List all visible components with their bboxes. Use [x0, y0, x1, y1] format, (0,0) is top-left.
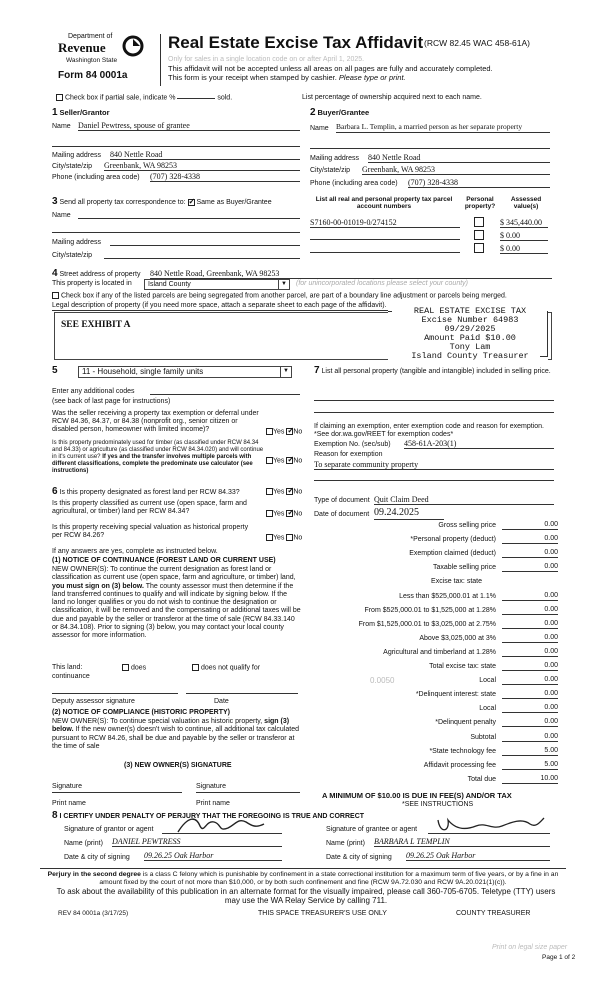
- exemption-number-field[interactable]: 458-61A-203(1): [404, 439, 554, 449]
- notice-compliance-text-a: NEW OWNER(S): To continue special valuation as historic property,: [52, 718, 263, 725]
- assessed-value-field[interactable]: $ 0.00: [500, 244, 548, 254]
- does-option: [122, 664, 146, 672]
- partial-sold-label: sold.: [217, 94, 233, 102]
- calc-row-label: Exemption claimed (deduct): [409, 550, 496, 558]
- timber-question-text: Is this property predominately used for timber (as classified under RCW 84.34 and 84.33) or agriculture (as classified under RCW 84.34.020) and will continue in it's current use?: [52, 440, 264, 460]
- seller-name-field[interactable]: Daniel Pewtress, spouse of grantee: [78, 121, 300, 131]
- notice-continuance-bold: you must sign on (3) below.: [52, 582, 144, 590]
- yes-label: Yes: [273, 428, 285, 436]
- notice-continuance-text-b: The county assessor must then determine if the land transferred continues to qualify and will indicate by signing below. If the land no longer qualifies or you do not wish to continue the designation or classification, it will be removed and the compensating or additional taxes will be due and payable by the seller or transferor at the time of sale (RCW 84.33.140 or 84.34.108). Prior to signing (3) below, you may contact your local county assessor for more information.: [52, 582, 301, 639]
- street-address-field[interactable]: 840 Nettle Road, Greenbank, WA 98253: [150, 269, 552, 279]
- calc-row-label: *State technology fee: [429, 747, 496, 755]
- grantor-signature-label: Signature of grantor or agent: [64, 826, 154, 833]
- calc-row-label: *Personal property (deduct): [410, 536, 496, 544]
- page-title: Real Estate Excise Tax Affidavit: [168, 33, 424, 52]
- perjury-text: is a class C felony which is punishable by confinement in a state correctional institution for a maximum term of five years, or by a fine in an amount fixed by the court of not more than $10,000, or by both such confinement and fine (RCW 9A.72.030 and RCW 9A.20.021(1)(c)).: [99, 871, 559, 886]
- current-use-yes-checkbox[interactable]: [266, 510, 273, 517]
- reason-field-2[interactable]: [314, 480, 554, 481]
- seller-mailing-field[interactable]: 840 Nettle Road: [110, 150, 300, 160]
- no-label: No: [293, 428, 303, 436]
- notice-compliance-bold: sign (3) below.: [52, 718, 290, 734]
- calc-row: [314, 748, 562, 760]
- exemption-no-checkbox[interactable]: [286, 428, 293, 435]
- grantor-signature-mark: [176, 814, 266, 836]
- same-as-buyer-checkbox[interactable]: [188, 199, 195, 206]
- current-use-no-checkbox[interactable]: [286, 510, 293, 517]
- timber-no-checkbox[interactable]: [286, 457, 293, 464]
- same-as-buyer-label: Same as Buyer/Grantee: [196, 199, 272, 206]
- document-date-label: Date of document: [314, 511, 370, 518]
- owner-signature-label-1: Signature: [52, 783, 82, 790]
- chevron-down-icon[interactable]: ▼: [278, 280, 289, 289]
- legal-description-text: SEE EXHIBIT A: [61, 320, 131, 330]
- notice-continuance-text: [52, 566, 302, 640]
- deputy-signature-field[interactable]: [52, 693, 178, 694]
- parcel-row: [310, 246, 550, 256]
- grantee-name-row: [326, 837, 550, 848]
- buyer-city-field[interactable]: Greenbank, WA 98253: [362, 165, 550, 175]
- calc-row-value[interactable]: 0.00: [502, 634, 558, 643]
- partial-percent-field[interactable]: [177, 98, 215, 99]
- exemption-yes-no: [266, 428, 302, 436]
- assessed-value-field[interactable]: $ 0.00: [500, 231, 548, 241]
- calc-row-label: Taxable selling price: [432, 564, 496, 572]
- exemption-yes-checkbox[interactable]: [266, 428, 273, 435]
- calc-row-value[interactable]: 0.00: [502, 606, 558, 615]
- grantee-date-field[interactable]: 09.26.25 Oak Harbor: [406, 851, 550, 861]
- owner-signature-field-2[interactable]: [196, 792, 300, 793]
- legal-paper-note: Print on legal size paper: [492, 944, 568, 951]
- calc-row: [314, 691, 562, 703]
- yes-label: Yes: [273, 534, 285, 542]
- calc-row: [314, 564, 562, 576]
- buyer-city-label: City/state/zip: [310, 167, 351, 174]
- yes-label: Yes: [273, 488, 285, 496]
- calc-row-label: Excise tax: state: [431, 578, 482, 586]
- land-use-code-value: 11 - Household, single family units: [82, 367, 204, 376]
- sec3-city-label: City/state/zip: [52, 252, 93, 259]
- yes-label: Yes: [273, 510, 285, 518]
- does-checkbox[interactable]: [122, 664, 129, 671]
- section-7-number: 7: [314, 365, 320, 376]
- county-hint: (for unincorporated locations please select your county): [296, 280, 468, 287]
- notice-continuance-title: (1) NOTICE OF CONTINUANCE (FOREST LAND OR CURRENT USE): [52, 557, 276, 564]
- calc-row-value[interactable]: 0.00: [502, 535, 558, 544]
- continuance-label: continuance: [52, 673, 90, 680]
- certify-statement: I CERTIFY UNDER PENALTY OF PERJURY THAT THE FOREGOING IS TRUE AND CORRECT: [59, 813, 365, 820]
- grantee-signature-row: [326, 826, 550, 834]
- seller-extra-line[interactable]: [52, 141, 300, 147]
- timber-question: [52, 440, 264, 474]
- buyer-extra-line[interactable]: [310, 143, 550, 149]
- section-7: [314, 365, 554, 377]
- calc-row: [314, 719, 562, 731]
- grantor-name-row: [64, 837, 300, 848]
- section-6: [52, 486, 310, 498]
- section-3: [52, 196, 300, 266]
- owner-signature-label-2: Signature: [196, 783, 226, 790]
- calc-row: [314, 663, 562, 675]
- this-land-label: This land:: [52, 664, 83, 671]
- calc-row: [314, 522, 562, 534]
- grantor-name-print-label: Name (print): [64, 840, 103, 847]
- timber-yes-checkbox[interactable]: [266, 457, 273, 464]
- buyer-name-label: Name: [310, 125, 329, 132]
- notice-compliance-text: [52, 718, 302, 751]
- section-4: [52, 268, 552, 311]
- stamp-line-6: Island County Treasurer: [411, 350, 529, 361]
- calc-row: [314, 762, 562, 774]
- buyer-title: Buyer/Grantee: [317, 108, 370, 117]
- calc-row: [314, 776, 562, 788]
- additional-codes-row: [52, 388, 300, 396]
- county-select[interactable]: [144, 279, 290, 290]
- parcel-number-field[interactable]: S7160-00-01019-0/274152: [310, 218, 460, 228]
- segregated-label: Check box if any of the listed parcels are being segregated from another parcel, are part of a boundary line adjustment or parcels being merged.: [60, 292, 507, 300]
- parcels-header-assessed: Assessed value(s): [510, 196, 542, 211]
- additional-codes-field[interactable]: [150, 394, 300, 395]
- header-notice-2: [168, 74, 406, 83]
- does-not-label: does not qualify for: [200, 664, 261, 672]
- personal-property-title: List all personal property (tangible and intangible) included in selling price.: [321, 368, 551, 375]
- tax-calculation: [314, 522, 562, 794]
- document-date-field[interactable]: 09.24.2025: [374, 507, 444, 520]
- owner-print-name-label-2: Print name: [196, 800, 230, 807]
- calc-row: [314, 550, 562, 562]
- grantor-date-field[interactable]: 09.26.25 Oak Harbor: [144, 851, 282, 861]
- buyer-mailing-label: Mailing address: [310, 155, 360, 162]
- grantee-date-label: Date & city of signing: [326, 854, 392, 861]
- calc-row: [314, 705, 562, 717]
- reason-label: Reason for exemption: [314, 451, 383, 458]
- local-rate-field[interactable]: 0.0050: [370, 676, 395, 686]
- seller-phone-field[interactable]: (707) 328-4338: [150, 172, 300, 182]
- parcels-header-list: List all real and personal property tax parcel account numbers: [315, 196, 453, 211]
- logo-dept-line3: Washington State: [66, 57, 118, 64]
- notice-continuance-text-a: NEW OWNER(S): To continue the current designation as forest land or classification as current use (open space, farm and agriculture, or timber) land,: [52, 566, 296, 582]
- calc-row: [314, 621, 562, 633]
- timber-question-bold: If yes and the transfer involves multiple parcels with different classifications, complete the predominate use calculator (see instructions): [52, 453, 253, 474]
- current-use-question: Is this property classified as current use (open space, farm and agricultural, or timber) land per RCW 84.34?: [52, 500, 247, 516]
- header-notice-1: This affidavit will not be accepted unless all areas on all pages are fully and accurately completed.: [168, 64, 493, 73]
- does-not-checkbox[interactable]: [192, 664, 199, 671]
- document-type-row: [314, 497, 554, 505]
- forest-no-checkbox[interactable]: [286, 488, 293, 495]
- calc-row-label: Above $3,025,000 at 3%: [419, 634, 496, 642]
- calc-row-value[interactable]: 0.00: [502, 704, 558, 713]
- seller-name-row: [52, 123, 300, 131]
- new-owner-signature-title: (3) NEW OWNER(S) SIGNATURE: [124, 762, 232, 769]
- sec3-name-label: Name: [52, 212, 71, 219]
- calc-row-label: Subtotal: [470, 733, 496, 741]
- perjury-notice: [40, 868, 566, 887]
- grantee-name-print-label: Name (print): [326, 840, 365, 847]
- calc-row-value[interactable]: 5.00: [502, 747, 558, 756]
- additional-codes-label: Enter any additional codes: [52, 388, 135, 395]
- historic-no-checkbox[interactable]: [286, 534, 293, 541]
- grantor-signature-row: [64, 826, 300, 834]
- see-instructions-note: *SEE INSTRUCTIONS: [402, 801, 474, 808]
- section-2-number: 2: [310, 107, 316, 118]
- buyer-name-row: [310, 122, 550, 133]
- see-back-note: (see back of last page for instructions): [52, 398, 171, 405]
- revision-label: REV 84 0001a (3/17/25): [58, 910, 129, 917]
- owner-signature-field-1[interactable]: [52, 792, 182, 793]
- revenue-logo-icon: [122, 35, 144, 57]
- exemption-number-row: [314, 441, 554, 449]
- personal-property-field-1[interactable]: [314, 400, 554, 401]
- grantor-date-row: [64, 851, 300, 862]
- calc-row-label: From $525,000.01 to $1,525,000 at 1.28%: [364, 606, 496, 614]
- section-5-number: 5: [52, 365, 58, 376]
- calc-row: [314, 593, 562, 605]
- page-number: Page 1 of 2: [542, 954, 576, 961]
- chevron-down-icon[interactable]: ▼: [280, 367, 291, 377]
- deputy-date-field[interactable]: [186, 693, 298, 694]
- notice-2-italic: Please type or print.: [338, 73, 406, 82]
- calc-row-label: From $1,525,000.01 to $3,025,000 at 2.75%: [358, 620, 496, 628]
- grantee-signature-mark: [436, 814, 546, 836]
- historic-question: Is this property receiving special valuation as historical property per RCW 84.26?: [52, 524, 249, 540]
- calc-row-value[interactable]: 0.00: [502, 563, 558, 572]
- calc-row-label: Total excise tax: state: [429, 663, 496, 670]
- timber-yes-no: [266, 457, 302, 465]
- exemption-question: Was the seller receiving a property tax exemption or deferral under RCW 84.36, 84.37, or 84.38 (nonprofit org., senior citizen or disabled person, homeowner with limited income)?: [52, 410, 259, 434]
- buyer-phone-field[interactable]: (707) 328-4338: [408, 178, 550, 188]
- legal-description-label: Legal description of property (if you need more space, attach a separate sheet to each page of the affidavit).: [52, 302, 442, 311]
- calc-row-label: *Delinquent interest: state: [415, 691, 496, 699]
- section-6-number: 6: [52, 486, 58, 497]
- notice-compliance-text-b: If the new owner(s) doesn't wish to continue, all additional tax calculated pursuant to RCW 84.26, shall be due and payable by the seller or transferor at the time of sale: [52, 726, 300, 750]
- buyer-mailing-row: [310, 155, 550, 163]
- seller-city-field[interactable]: Greenbank, WA 98253: [104, 161, 300, 171]
- seller-name-label: Name: [52, 123, 71, 130]
- sec3-city-row: [52, 252, 300, 260]
- calc-row: [314, 677, 562, 689]
- calc-row-value[interactable]: 0.00: [502, 662, 558, 671]
- calc-row-label: Less than $525,000.01 at 1.1%: [399, 592, 496, 600]
- partial-sale-row: [56, 94, 232, 102]
- calc-row-value[interactable]: 0.00: [502, 620, 558, 629]
- calc-row-label: Gross selling price: [438, 522, 496, 529]
- buyer-city-row: [310, 167, 550, 175]
- calc-row-label: Total due: [467, 775, 496, 783]
- street-row: [52, 268, 552, 279]
- seller-mailing-label: Mailing address: [52, 152, 102, 159]
- stamp-line-2: Excise Number 64983: [421, 314, 519, 325]
- calc-row-value[interactable]: 0.00: [502, 676, 558, 685]
- partial-sale-label: Check box if partial sale, indicate %: [64, 94, 176, 102]
- if-yes-note: If any answers are yes, complete as instructed below.: [52, 548, 218, 555]
- stamp-top-rule: [388, 311, 392, 312]
- logo-dept-line2: Revenue: [58, 40, 106, 55]
- buyer-phone-label: Phone (including area code): [310, 180, 398, 187]
- calc-row-label: Agricultural and timberland at 1.28%: [383, 648, 496, 656]
- personal-property-checkbox[interactable]: [474, 217, 484, 227]
- logo-dept-line1: Department of: [68, 33, 113, 40]
- calc-row-value[interactable]: 5.00: [502, 761, 558, 770]
- calc-row-value[interactable]: 0.00: [502, 521, 558, 530]
- parcel-number-field[interactable]: [310, 231, 460, 240]
- seller-title: Seller/Grantor: [59, 108, 110, 117]
- section-8-number: 8: [52, 810, 58, 821]
- grantee-date-row: [326, 851, 550, 862]
- seller-phone-row: [52, 174, 300, 182]
- stamp-line-4: Amount Paid $10.00: [424, 332, 516, 343]
- section-3-number: 3: [52, 196, 58, 207]
- calc-row: [314, 607, 562, 619]
- calc-row: [314, 734, 562, 746]
- minimum-due-note: A MINIMUM OF $10.00 IS DUE IN FEE(S) AND/OR TAX: [322, 791, 512, 800]
- grantee-signature-label: Signature of grantee or agent: [326, 826, 418, 833]
- located-label: This property is located in: [52, 280, 132, 287]
- section-1-number: 1: [52, 107, 58, 118]
- no-label: No: [293, 534, 303, 542]
- stamp-line-3: 09/29/2025: [444, 323, 496, 334]
- exemption-number-label: Exemption No. (sec/sub): [314, 441, 391, 448]
- reason-field[interactable]: To separate community property: [314, 460, 554, 470]
- sec3-name-row: [52, 212, 300, 220]
- personal-property-field-2[interactable]: [314, 412, 554, 413]
- forest-yes-checkbox[interactable]: [266, 488, 273, 495]
- form-number: Form 84 0001a: [58, 70, 128, 81]
- deputy-date-label: Date: [214, 698, 229, 705]
- county-treasurer-label: COUNTY TREASURER: [456, 910, 531, 917]
- document-type-field[interactable]: Quit Claim Deed: [374, 495, 554, 505]
- grantor-date-label: Date & city of signing: [64, 854, 130, 861]
- no-label: No: [293, 457, 303, 465]
- seller-city-row: [52, 163, 300, 171]
- calc-row-value[interactable]: 0.00: [502, 718, 558, 727]
- perjury-bold: Perjury in the second degree: [47, 871, 141, 878]
- grantor-name-field[interactable]: DANIEL PEWTRESS: [112, 837, 282, 847]
- header-divider: [160, 34, 161, 86]
- sec3-name-field[interactable]: [78, 218, 300, 219]
- stamp-line-5: Tony Lam: [449, 341, 491, 352]
- segregated-row: [52, 292, 552, 300]
- section-5: [52, 365, 310, 377]
- seller-phone-label: Phone (including area code): [52, 174, 140, 181]
- calc-row: [314, 536, 562, 548]
- calc-row: [314, 635, 562, 647]
- grantee-name-field[interactable]: BARBARA L TEMPLIN: [374, 837, 550, 847]
- treasurer-use-label: THIS SPACE TREASURER'S USE ONLY: [258, 910, 387, 917]
- parcel-row: [310, 220, 550, 230]
- rcw-reference: (RCW 82.45 WAC 458-61A): [424, 38, 530, 48]
- document-type-label: Type of document: [314, 497, 370, 504]
- seller-city-label: City/state/zip: [52, 163, 93, 170]
- this-land-row: [52, 664, 302, 680]
- calc-row-value[interactable]: 10.00: [502, 775, 558, 784]
- historic-yes-no: [266, 534, 302, 542]
- notice-2-text: This form is your receipt when stamped by cashier.: [168, 73, 337, 82]
- deputy-signature-label: Deputy assessor signature: [52, 698, 135, 705]
- seller-mailing-row: [52, 152, 300, 160]
- county-select-value: Island County: [148, 281, 191, 288]
- does-label: does: [130, 664, 147, 672]
- list-percentage-note: List percentage of ownership acquired next to each name.: [302, 94, 482, 101]
- partial-sale-checkbox[interactable]: [56, 94, 63, 101]
- forest-land-question: Is this property designated as forest land per RCW 84.33?: [59, 489, 240, 496]
- stamp-right-rule: [547, 311, 548, 357]
- yes-label: Yes: [273, 457, 285, 465]
- no-label: No: [293, 488, 303, 496]
- parcel-row: [310, 233, 550, 243]
- calc-row-label: Local: [479, 677, 496, 685]
- calc-row: [314, 649, 562, 661]
- segregated-checkbox[interactable]: [52, 292, 59, 299]
- notice-compliance-title: (2) NOTICE OF COMPLIANCE (HISTORIC PROPERTY): [52, 709, 230, 716]
- calc-row-label: Affidavit processing fee: [423, 761, 496, 769]
- personal-property-checkbox[interactable]: [474, 230, 484, 240]
- exemption-label: If claiming an exemption, enter exemption code and reason for exemption. *See dor.wa.gov/REET for exemption codes*: [314, 423, 544, 439]
- owner-print-name-label-1: Print name: [52, 800, 86, 807]
- alternate-format-note: To ask about the availability of this publication in an alternate format for the visually impaired, please call 360-705-6705. Teletype (TTY) users may use the WA Relay Service by calling 711.: [56, 887, 556, 906]
- calc-row-label: *Delinquent penalty: [435, 719, 496, 727]
- forest-yes-no: [266, 488, 302, 496]
- calc-row-value[interactable]: 0.00: [502, 690, 558, 699]
- stamp-text: [396, 307, 544, 361]
- buyer-phone-row: [310, 180, 550, 188]
- land-use-code-select[interactable]: [78, 366, 292, 378]
- dor-logo: [58, 33, 153, 88]
- sec3-mailing-row: [52, 239, 300, 247]
- calc-row-label: Local: [479, 705, 496, 713]
- sec3-mailing-label: Mailing address: [52, 239, 102, 246]
- sec3-extra-line[interactable]: [52, 232, 300, 233]
- buyer-name-field[interactable]: Barbara L. Templin, a married person as her separate property: [336, 123, 550, 133]
- no-label: No: [293, 510, 303, 518]
- parcel-number-field[interactable]: [310, 244, 460, 253]
- calc-row-value[interactable]: 0.00: [502, 733, 558, 742]
- sec3-city-field[interactable]: [104, 258, 300, 259]
- located-row: [52, 280, 552, 291]
- header-subtitle: Only for sales in a single location code on or after April 1, 2025.: [168, 56, 365, 63]
- buyer-mailing-field[interactable]: 840 Nettle Road: [368, 153, 550, 163]
- does-not-option: [192, 664, 260, 672]
- assessed-value-field[interactable]: $ 345,440.00: [500, 218, 548, 228]
- parcels-table: [310, 196, 550, 262]
- treasurer-stamp: [388, 307, 548, 361]
- stamp-line-1: REAL ESTATE EXCISE TAX: [413, 306, 527, 316]
- calc-row-value[interactable]: 0.00: [502, 648, 558, 657]
- sec3-mailing-field[interactable]: [110, 245, 300, 246]
- calc-row: [314, 578, 562, 590]
- current-use-yes-no: [266, 510, 302, 518]
- correspondence-label: Send all property tax correspondence to:: [59, 199, 186, 206]
- historic-yes-checkbox[interactable]: [266, 534, 273, 541]
- calc-row-value[interactable]: 0.00: [502, 549, 558, 558]
- parcels-header-personal: Personal property?: [464, 196, 496, 211]
- street-address-label: Street address of property: [59, 271, 141, 278]
- document-date-row: [314, 507, 554, 519]
- section-4-number: 4: [52, 268, 58, 279]
- calc-row-value[interactable]: 0.00: [502, 592, 558, 601]
- personal-property-checkbox[interactable]: [474, 243, 484, 253]
